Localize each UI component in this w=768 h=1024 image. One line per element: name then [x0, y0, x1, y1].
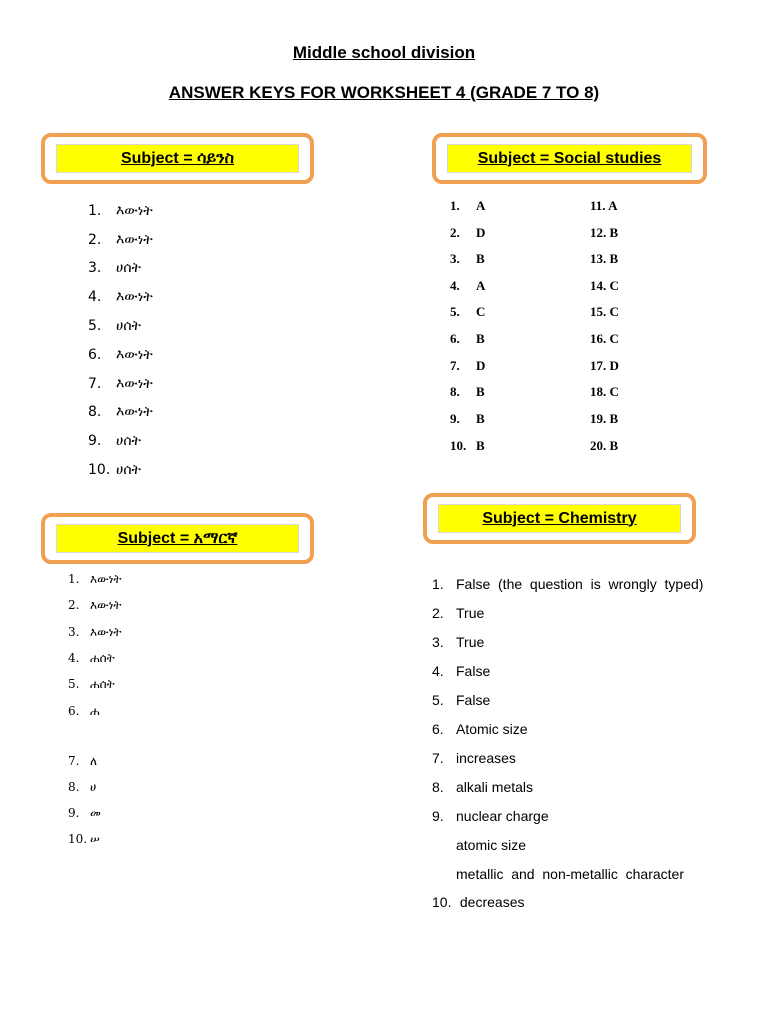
list-item	[450, 411, 485, 427]
item-answer: metallic and non-metallic character	[456, 866, 684, 882]
list-item: 13. B	[590, 251, 619, 266]
list-item	[68, 832, 100, 847]
item-answer: መ	[90, 806, 101, 820]
list-item	[432, 576, 703, 592]
list-item	[68, 625, 122, 640]
item-number: 5.	[432, 692, 444, 708]
list-item: 18. C	[590, 384, 619, 399]
item-number: 10.	[88, 462, 111, 478]
item-answer: Atomic size	[456, 721, 528, 737]
item-answer: True	[456, 605, 485, 621]
item-number: 1.	[68, 572, 80, 586]
item-answer: እውነት	[90, 598, 122, 612]
list-item: 12. B	[590, 225, 619, 240]
social-subject-box	[432, 133, 707, 184]
item-answer: እውነት	[116, 404, 153, 420]
list-item	[450, 251, 485, 267]
item-number: 8.	[432, 779, 444, 795]
list-item: 16. C	[590, 331, 619, 346]
list-item	[88, 318, 141, 334]
list-item	[68, 677, 115, 692]
list-item	[432, 779, 533, 795]
item-number: 8.	[88, 404, 102, 420]
item-answer: እውነት	[90, 572, 122, 586]
item-number: 8.	[450, 384, 460, 399]
item-answer: D	[476, 225, 486, 240]
item-answer: increases	[456, 750, 516, 766]
list-item	[450, 198, 485, 214]
item-number: 2.	[88, 232, 102, 248]
list-item	[450, 304, 485, 320]
list-item	[432, 634, 484, 650]
item-answer: ሐሰት	[90, 651, 115, 665]
item-answer: እውነት	[116, 376, 153, 392]
item-number: 10.	[432, 894, 452, 910]
item-number: 5.	[88, 318, 102, 334]
item-answer: B	[476, 384, 485, 399]
item-answer: False	[456, 692, 491, 708]
list-item	[88, 433, 141, 449]
list-item	[68, 651, 115, 666]
item-answer: nuclear charge	[456, 808, 549, 824]
item-answer: እውነት	[116, 232, 153, 248]
list-item	[88, 203, 153, 219]
list-item: 17. D	[590, 358, 619, 373]
item-answer: እውነት	[116, 347, 153, 363]
science-subject-box	[41, 133, 314, 184]
list-item	[450, 331, 485, 347]
item-answer: B	[476, 331, 485, 346]
list-item	[432, 866, 684, 882]
item-answer: False (the question is wrongly typed)	[456, 576, 704, 592]
item-number: 7.	[88, 376, 102, 392]
list-item	[450, 438, 485, 454]
item-answer: ሀ	[90, 780, 97, 794]
item-answer: ሐ	[90, 704, 100, 718]
list-item: 15. C	[590, 304, 619, 319]
list-item: 19. B	[590, 411, 619, 426]
item-number: 9.	[88, 433, 102, 449]
item-number: 1.	[432, 576, 444, 592]
chemistry-subject-label: Subject = Chemistry	[438, 504, 681, 533]
list-item	[68, 754, 97, 769]
list-item: 11. A	[590, 198, 618, 213]
social-subject-label: Subject = Social studies	[447, 144, 692, 173]
item-number: 4.	[88, 289, 102, 305]
item-answer: B	[476, 411, 485, 426]
amharic-subject-label: Subject = አማርኛ	[56, 524, 299, 553]
list-item	[432, 894, 524, 910]
list-item	[432, 721, 528, 737]
item-number: 10.	[68, 832, 88, 846]
amharic-subject-box	[41, 513, 314, 564]
item-number: 9.	[68, 806, 80, 820]
item-answer: D	[476, 358, 486, 373]
item-number: 1.	[450, 198, 460, 213]
item-number: 7.	[432, 750, 444, 766]
list-item	[88, 260, 141, 276]
item-number: 4.	[432, 663, 444, 679]
list-item	[68, 806, 101, 821]
chemistry-subject-box	[423, 493, 696, 544]
item-answer: False	[456, 663, 491, 679]
list-item	[68, 780, 96, 795]
list-item	[450, 384, 485, 400]
list-item	[88, 404, 153, 420]
item-number: 10.	[450, 438, 467, 453]
list-item	[432, 692, 490, 708]
item-number: 6.	[450, 331, 460, 346]
item-answer: decreases	[456, 894, 525, 910]
science-subject-label: Subject = ሳይንስ	[56, 144, 299, 173]
list-item	[450, 358, 485, 374]
item-answer: A	[476, 278, 486, 293]
list-item	[68, 572, 122, 587]
page-subtitle: ANSWER KEYS FOR WORKSHEET 4 (GRADE 7 TO 8)	[168, 83, 600, 102]
item-answer: ሀሰት	[116, 462, 141, 478]
list-item	[450, 278, 485, 294]
list-item	[88, 347, 153, 363]
item-number: 9.	[432, 808, 444, 824]
item-answer: ለ	[90, 754, 98, 768]
item-number: 4.	[68, 651, 80, 665]
list-item	[432, 663, 490, 679]
item-answer: alkali metals	[456, 779, 534, 795]
item-number: 9.	[450, 411, 460, 426]
item-answer: B	[476, 438, 485, 453]
item-answer: ሀሰት	[116, 318, 141, 334]
list-item	[68, 704, 100, 719]
list-item: 14. C	[590, 278, 619, 293]
list-item	[88, 376, 153, 392]
item-number: 6.	[432, 721, 444, 737]
item-number: 5.	[68, 677, 80, 691]
item-answer: ሀሰት	[116, 260, 141, 276]
item-number: 1.	[88, 203, 102, 219]
item-number: 6.	[88, 347, 102, 363]
item-number: 5.	[450, 304, 460, 319]
item-number: 6.	[68, 704, 80, 718]
list-item	[88, 232, 153, 248]
list-item	[432, 808, 549, 824]
list-item	[432, 605, 484, 621]
item-answer: ሐሰት	[90, 677, 115, 691]
item-answer: ሀሰት	[116, 433, 141, 449]
list-item	[88, 289, 153, 305]
item-number: 2.	[450, 225, 460, 240]
item-answer: C	[476, 304, 486, 319]
item-answer: እውነት	[116, 289, 153, 305]
item-number: 4.	[450, 278, 460, 293]
item-number: 3.	[88, 260, 102, 276]
list-item: 20. B	[590, 438, 619, 453]
item-number: 7.	[68, 754, 80, 768]
item-answer: እውነት	[116, 203, 153, 219]
item-answer: ሠ	[90, 832, 100, 846]
list-item	[432, 750, 516, 766]
page-title: Middle school division	[292, 43, 476, 62]
item-number: 3.	[450, 251, 460, 266]
item-number: 7.	[450, 358, 460, 373]
item-answer: እውነት	[90, 625, 122, 639]
item-number: 2.	[68, 598, 80, 612]
item-answer: A	[476, 198, 486, 213]
item-number: 3.	[432, 634, 444, 650]
item-number: 2.	[432, 605, 444, 621]
item-answer: B	[476, 251, 485, 266]
list-item	[432, 837, 526, 853]
item-number: 8.	[68, 780, 80, 794]
item-number: 3.	[68, 625, 80, 639]
list-item	[68, 598, 122, 613]
item-answer: True	[456, 634, 485, 650]
item-answer: atomic size	[456, 837, 527, 853]
list-item	[450, 225, 485, 241]
list-item	[88, 462, 141, 478]
